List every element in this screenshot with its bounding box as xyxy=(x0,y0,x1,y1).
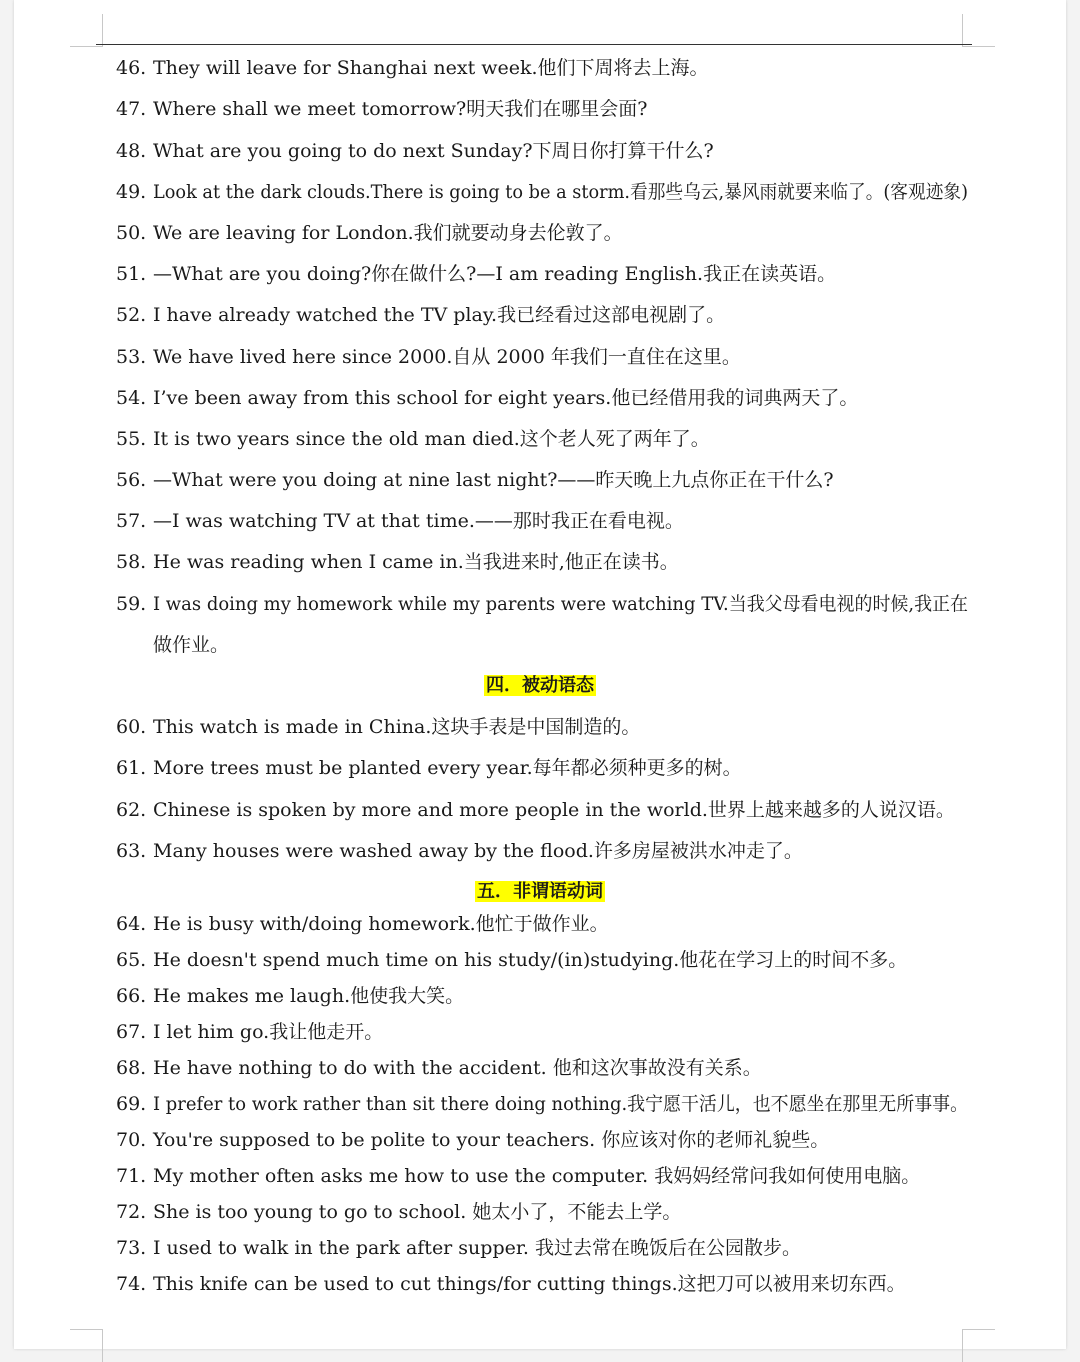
list-item xyxy=(116,715,640,739)
item-number: 71. xyxy=(116,1165,147,1187)
item-number: 55. xyxy=(116,428,147,450)
list-item xyxy=(116,1020,383,1044)
list-item xyxy=(116,798,955,822)
list-item xyxy=(116,180,1028,204)
item-text: He have nothing to do with the accident. 他和这次事故没有关系。 xyxy=(153,1057,762,1079)
item-number: 66. xyxy=(116,985,147,1007)
item-text: More trees must be planted every year.每年都必须种更多的树。 xyxy=(153,757,742,779)
page-corner-mark xyxy=(70,14,103,47)
item-number: 63. xyxy=(116,840,147,862)
list-item xyxy=(116,303,725,327)
item-text-continuation: 做作业。 xyxy=(153,634,230,656)
item-number: 67. xyxy=(116,1021,147,1043)
item-number: 73. xyxy=(116,1237,147,1259)
item-text: You're supposed to be polite to your teachers. 你应该对你的老师礼貌些。 xyxy=(153,1129,830,1151)
item-text: I have already watched the TV play.我已经看过这部电视剧了。 xyxy=(153,304,726,326)
list-item xyxy=(116,386,858,410)
heading-highlight: 五．非谓语动词 xyxy=(477,881,603,902)
item-text: Chinese is spoken by more and more people in the world.世界上越来越多的人说汉语。 xyxy=(153,799,955,821)
item-text: —What were you doing at nine last night?——昨天晚上九点你正在干什么? xyxy=(153,469,834,491)
list-item xyxy=(116,262,836,286)
item-number: 62. xyxy=(116,799,147,821)
list-item xyxy=(116,509,684,533)
list-item xyxy=(116,97,647,121)
page-corner-mark xyxy=(70,1329,103,1362)
list-item xyxy=(116,839,803,863)
list-item xyxy=(116,139,714,163)
item-text: Many houses were washed away by the flood.许多房屋被洪水冲走了。 xyxy=(153,840,803,862)
item-number: 58. xyxy=(116,551,147,573)
item-text: We have lived here since 2000.自从 2000 年我们一直住在这里。 xyxy=(153,346,741,368)
item-number: 59. xyxy=(116,593,147,615)
item-number: 60. xyxy=(116,716,147,738)
list-item xyxy=(116,756,742,780)
item-number: 69. xyxy=(116,1093,147,1115)
item-number: 51. xyxy=(116,263,147,285)
heading-highlight: 四．被动语态 xyxy=(486,675,594,696)
list-item xyxy=(116,345,741,369)
item-number: 65. xyxy=(116,949,147,971)
item-text: It is two years since the old man died.这个老人死了两年了。 xyxy=(153,428,710,450)
list-item xyxy=(116,1128,829,1152)
list-item xyxy=(116,1092,1016,1116)
item-text: We are leaving for London.我们就要动身去伦敦了。 xyxy=(153,222,623,244)
item-text: Look at the dark clouds.There is going to be a storm.看那些乌云,暴风雨就要来临了。(客观迹象) xyxy=(153,181,969,203)
item-number: 74. xyxy=(116,1273,147,1295)
item-number: 54. xyxy=(116,387,147,409)
item-text: —What are you doing?你在做什么?—I am reading English.我正在读英语。 xyxy=(153,263,837,285)
list-item xyxy=(116,912,609,936)
item-text: This watch is made in China.这块手表是中国制造的。 xyxy=(153,716,641,738)
item-number: 56. xyxy=(116,469,147,491)
item-number: 48. xyxy=(116,140,147,162)
list-item xyxy=(116,468,834,492)
item-number: 46. xyxy=(116,57,147,79)
item-text: They will leave for Shanghai next week.他们下周将去上海。 xyxy=(153,57,709,79)
item-text: I was doing my homework while my parents were watching TV.当我父母看电视的时候,我正在 xyxy=(153,593,968,615)
list-item xyxy=(116,948,907,972)
item-number: 52. xyxy=(116,304,147,326)
item-text: I’ve been away from this school for eight years.他已经借用我的词典两天了。 xyxy=(153,387,859,409)
list-item xyxy=(116,56,709,80)
item-text: I prefer to work rather than sit there doing nothing.我宁愿干活儿，也不愿坐在那里无所事事。 xyxy=(153,1093,969,1115)
item-text: Where shall we meet tomorrow?明天我们在哪里会面? xyxy=(153,98,648,120)
item-number: 64. xyxy=(116,913,147,935)
item-text: This knife can be used to cut things/for cutting things.这把刀可以被用来切东西。 xyxy=(153,1273,906,1295)
list-item xyxy=(116,592,1015,616)
list-item xyxy=(116,1236,801,1260)
item-number: 50. xyxy=(116,222,147,244)
page-corner-mark xyxy=(962,1329,995,1362)
list-item xyxy=(116,1200,681,1224)
header-rule xyxy=(96,44,972,45)
list-item xyxy=(116,550,679,574)
list-item xyxy=(116,1272,906,1296)
item-number: 70. xyxy=(116,1129,147,1151)
list-item xyxy=(116,221,623,245)
item-number: 47. xyxy=(116,98,147,120)
item-number: 68. xyxy=(116,1057,147,1079)
section-heading-nonfinite xyxy=(0,880,1080,904)
item-number: 72. xyxy=(116,1201,147,1223)
item-text: He was reading when I came in.当我进来时,他正在读书。 xyxy=(153,551,679,573)
item-text: What are you going to do next Sunday?下周日你打算干什么? xyxy=(153,140,714,162)
item-text: I let him go.我让他走开。 xyxy=(153,1021,384,1043)
list-item xyxy=(116,1056,762,1080)
item-text: —I was watching TV at that time.——那时我正在看电视。 xyxy=(153,510,684,532)
item-text: He makes me laugh.他使我大笑。 xyxy=(153,985,465,1007)
item-number: 61. xyxy=(116,757,147,779)
section-heading-passive xyxy=(0,674,1080,698)
list-item xyxy=(116,1164,920,1188)
item-number: 53. xyxy=(116,346,147,368)
page-corner-mark xyxy=(962,14,995,47)
list-item xyxy=(116,427,710,451)
list-item xyxy=(116,984,464,1008)
item-text: I used to walk in the park after supper. 我过去常在晚饭后在公园散步。 xyxy=(153,1237,801,1259)
item-text: He is busy with/doing homework.他忙于做作业。 xyxy=(153,913,609,935)
item-number: 57. xyxy=(116,510,147,532)
item-number: 49. xyxy=(116,181,147,203)
item-text: My mother often asks me how to use the computer. 我妈妈经常问我如何使用电脑。 xyxy=(153,1165,921,1187)
item-text: He doesn't spend much time on his study/(in)studying.他花在学习上的时间不多。 xyxy=(153,949,908,971)
item-text: She is too young to go to school. 她太小了，不能去上学。 xyxy=(153,1201,682,1223)
